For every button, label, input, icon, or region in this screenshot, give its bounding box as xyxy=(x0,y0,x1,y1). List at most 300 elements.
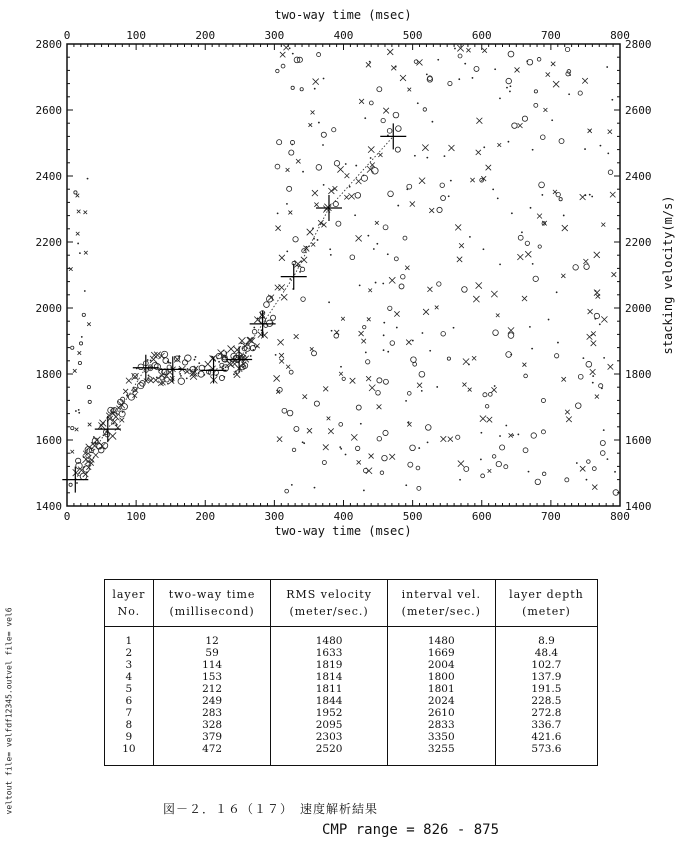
semblance-dot xyxy=(510,85,512,87)
semblance-circle xyxy=(289,370,293,374)
y-tick-label-right: 2200 xyxy=(625,236,652,249)
table-row xyxy=(105,683,598,695)
semblance-dot xyxy=(376,243,378,245)
semblance-dot xyxy=(414,155,416,157)
velocity-pick-marker xyxy=(62,467,88,493)
semblance-cross xyxy=(328,428,334,434)
semblance-circle xyxy=(419,371,425,377)
semblance-circle xyxy=(121,403,127,409)
semblance-cross xyxy=(93,437,100,444)
table-cell: 212 xyxy=(153,683,271,695)
semblance-cross xyxy=(288,211,292,215)
y-tick-label-left: 2800 xyxy=(35,38,62,51)
semblance-circle xyxy=(578,91,582,95)
semblance-circle xyxy=(395,147,400,152)
semblance-cross xyxy=(543,108,547,112)
figure-caption: 図－２．１６（１７） 速度解析結果 xyxy=(163,802,379,816)
semblance-circle xyxy=(500,445,505,450)
semblance-cross xyxy=(83,210,87,214)
y-tick-label-left: 1800 xyxy=(35,368,62,381)
semblance-cross xyxy=(366,376,371,381)
semblance-dot xyxy=(218,361,220,363)
semblance-cross xyxy=(69,267,73,271)
semblance-cross xyxy=(553,190,557,194)
semblance-dot xyxy=(322,144,324,146)
semblance-circle xyxy=(401,274,406,279)
semblance-cross xyxy=(368,288,372,292)
table-header-text: layer depth xyxy=(509,588,584,601)
semblance-dot xyxy=(383,349,385,351)
semblance-cross xyxy=(595,395,599,399)
semblance-cross xyxy=(341,317,345,321)
semblance-cross xyxy=(73,469,80,476)
x-tick-label-top: 300 xyxy=(264,29,285,42)
semblance-cross xyxy=(601,316,607,322)
semblance-circle xyxy=(342,377,345,380)
semblance-dot xyxy=(505,425,507,427)
semblance-cross xyxy=(417,383,422,388)
semblance-dot xyxy=(589,194,591,196)
semblance-cross xyxy=(394,311,399,316)
semblance-cross xyxy=(378,153,382,157)
semblance-circle xyxy=(388,306,392,310)
table-cell: 6 xyxy=(105,695,154,707)
table-cell: 12 xyxy=(153,627,271,648)
semblance-dot xyxy=(472,77,474,79)
semblance-cross xyxy=(119,418,124,423)
semblance-dot xyxy=(499,435,501,437)
semblance-dot xyxy=(450,180,452,182)
semblance-cross xyxy=(583,259,588,264)
table-cell: 59 xyxy=(153,647,271,659)
semblance-circle xyxy=(535,479,540,484)
semblance-circle xyxy=(441,332,446,337)
velocity-pick-marker xyxy=(316,195,342,221)
semblance-cross xyxy=(123,389,128,394)
semblance-circle xyxy=(531,433,536,438)
semblance-circle xyxy=(311,351,316,356)
semblance-cross xyxy=(551,62,555,66)
semblance-circle xyxy=(416,466,420,470)
semblance-cross xyxy=(311,110,315,114)
velocity-pick-marker xyxy=(380,123,406,149)
semblance-cross xyxy=(407,88,411,92)
semblance-dot xyxy=(159,375,161,377)
semblance-circle xyxy=(339,422,343,426)
semblance-dot xyxy=(302,441,304,443)
semblance-circle xyxy=(390,341,395,346)
semblance-circle xyxy=(448,81,452,85)
semblance-dot xyxy=(585,194,587,196)
table-cell: 1669 xyxy=(387,647,495,659)
semblance-cross xyxy=(70,450,74,454)
semblance-circle xyxy=(506,78,512,84)
y-tick-label-right: 1600 xyxy=(625,434,652,447)
semblance-circle xyxy=(71,426,74,429)
semblance-cross xyxy=(280,52,285,57)
semblance-cross xyxy=(387,49,393,55)
semblance-dot xyxy=(339,446,341,448)
table-cell: 1844 xyxy=(271,695,387,707)
semblance-dot xyxy=(521,231,523,233)
semblance-cross xyxy=(497,143,501,147)
semblance-cross xyxy=(356,178,362,184)
semblance-circle xyxy=(382,455,388,461)
semblance-cross xyxy=(279,353,284,358)
semblance-cross xyxy=(75,428,79,432)
semblance-cross xyxy=(463,358,469,364)
semblance-dot xyxy=(363,174,365,176)
semblance-cross xyxy=(518,123,523,128)
semblance-dot xyxy=(289,47,291,49)
semblance-circle xyxy=(485,404,489,408)
semblance-dot xyxy=(314,487,316,489)
semblance-dot xyxy=(286,250,288,252)
table-cell: 1814 xyxy=(271,671,387,683)
semblance-circle xyxy=(573,265,578,270)
x-tick-label-top: 200 xyxy=(195,29,216,42)
table-header-text: interval vel. xyxy=(401,588,481,601)
semblance-circle xyxy=(388,191,394,197)
table-cell: 1 xyxy=(105,627,154,648)
semblance-cross xyxy=(566,416,572,422)
semblance-dot xyxy=(480,432,482,434)
semblance-dot xyxy=(576,462,578,464)
semblance-cross xyxy=(482,48,487,53)
semblance-circle xyxy=(316,165,322,171)
semblance-cross xyxy=(608,364,614,370)
table-header-text: (meter/sec.) xyxy=(401,605,481,618)
semblance-cross xyxy=(410,201,415,206)
axis-ticks xyxy=(36,29,652,523)
semblance-dot xyxy=(594,318,596,320)
semblance-circle xyxy=(82,313,85,316)
semblance-dot xyxy=(240,342,242,344)
semblance-circle xyxy=(85,446,92,453)
semblance-circle xyxy=(437,282,441,286)
table-row xyxy=(105,707,598,719)
semblance-dot xyxy=(195,356,197,358)
semblance-dot xyxy=(86,472,88,474)
semblance-circle xyxy=(372,167,379,174)
velocity-pick-marker xyxy=(250,311,276,337)
semblance-dot xyxy=(421,390,423,392)
semblance-circle xyxy=(399,284,404,289)
table-cell: 1801 xyxy=(387,683,495,695)
semblance-circle xyxy=(608,170,613,175)
semblance-circle xyxy=(542,472,546,476)
semblance-dot xyxy=(444,155,446,157)
semblance-dot xyxy=(432,121,434,123)
table-cell: 1811 xyxy=(271,683,387,695)
semblance-dot xyxy=(396,327,398,329)
semblance-cross xyxy=(111,419,117,425)
semblance-cross xyxy=(594,290,600,296)
semblance-dot xyxy=(113,423,115,425)
semblance-cross xyxy=(286,168,290,172)
semblance-cross xyxy=(561,274,565,278)
semblance-circle xyxy=(336,221,341,226)
semblance-circle xyxy=(314,401,319,406)
semblance-dot xyxy=(198,362,200,364)
table-cell: 4 xyxy=(105,671,154,683)
semblance-dot xyxy=(198,372,200,374)
semblance-dot xyxy=(363,490,365,492)
semblance-dot xyxy=(512,434,514,436)
semblance-cross xyxy=(435,306,439,310)
semblance-dot xyxy=(383,334,385,336)
semblance-dot xyxy=(437,59,439,61)
semblance-cross xyxy=(109,432,116,439)
semblance-circle xyxy=(322,460,326,464)
table-cell: 3350 xyxy=(387,731,495,743)
semblance-cross xyxy=(313,79,319,85)
table-cell: 114 xyxy=(153,659,271,671)
table-cell: 2303 xyxy=(271,731,387,743)
semblance-dot xyxy=(483,146,485,148)
semblance-cross xyxy=(324,204,331,211)
semblance-circle xyxy=(161,351,167,357)
semblance-cross xyxy=(457,257,462,262)
semblance-circle xyxy=(458,54,462,58)
table-cell: 153 xyxy=(153,671,271,683)
semblance-dot xyxy=(557,342,559,344)
x-tick-label-bottom: 400 xyxy=(333,510,354,523)
semblance-circle xyxy=(594,313,599,318)
semblance-dot xyxy=(76,482,78,484)
semblance-circle xyxy=(592,467,596,471)
semblance-cross xyxy=(517,254,523,260)
semblance-cross xyxy=(472,356,476,360)
semblance-cross xyxy=(311,242,315,246)
semblance-dot xyxy=(454,48,456,50)
semblance-dot xyxy=(532,263,534,265)
semblance-circle xyxy=(270,315,275,320)
semblance-cross xyxy=(455,224,461,230)
y-tick-label-left: 2000 xyxy=(35,302,62,315)
semblance-circle xyxy=(464,466,469,471)
semblance-cross xyxy=(406,340,411,345)
y-tick-label-right: 2800 xyxy=(625,38,652,51)
semblance-circle xyxy=(79,342,82,345)
semblance-dot xyxy=(592,375,594,377)
table-header-cell xyxy=(387,580,495,627)
semblance-cross xyxy=(407,422,411,426)
table-body xyxy=(105,627,598,766)
semblance-circle xyxy=(291,86,294,89)
semblance-cross xyxy=(496,313,500,317)
semblance-circle xyxy=(567,70,571,74)
semblance-dot xyxy=(607,458,609,460)
semblance-circle xyxy=(408,462,413,467)
x-tick-label-top: 800 xyxy=(610,29,630,42)
semblance-dot xyxy=(286,203,288,205)
y-axis-title: stacking velocity(m/s) xyxy=(661,195,675,355)
semblance-circle xyxy=(496,461,501,466)
table-header-text: (meter) xyxy=(522,605,571,618)
semblance-dot xyxy=(373,248,375,250)
semblance-circle xyxy=(534,90,537,93)
x-tick-label-bottom: 300 xyxy=(264,510,285,523)
semblance-dot xyxy=(459,479,461,481)
semblance-circle xyxy=(411,357,417,363)
table-header-row xyxy=(105,580,598,627)
semblance-circle xyxy=(294,426,299,431)
semblance-dot xyxy=(531,348,533,350)
table-cell: 573.6 xyxy=(495,743,597,766)
semblance-dot xyxy=(364,117,366,119)
x-tick-label-bottom: 200 xyxy=(195,510,216,523)
semblance-circle xyxy=(512,123,517,128)
semblance-dot xyxy=(517,434,519,436)
semblance-dot xyxy=(79,252,81,254)
semblance-dot xyxy=(429,350,431,352)
semblance-dot xyxy=(592,382,594,384)
semblance-cross xyxy=(610,192,615,197)
semblance-cross xyxy=(491,387,496,392)
semblance-cross xyxy=(286,365,290,369)
semblance-dot xyxy=(511,212,513,214)
semblance-cross xyxy=(307,428,312,433)
semblance-circle xyxy=(537,57,541,61)
semblance-circle xyxy=(321,132,326,137)
semblance-cross xyxy=(279,255,285,261)
table-cell: 3255 xyxy=(387,743,495,766)
semblance-circle xyxy=(474,66,479,71)
semblance-dot xyxy=(599,323,601,325)
semblance-cross xyxy=(591,340,597,346)
semblance-dot xyxy=(78,409,80,411)
semblance-circle xyxy=(565,47,569,51)
semblance-cross xyxy=(448,437,453,442)
semblance-circle xyxy=(554,354,558,358)
semblance-cross xyxy=(310,347,314,351)
semblance-circle xyxy=(355,446,359,450)
semblance-cross xyxy=(126,378,132,384)
table-cell: 421.6 xyxy=(495,731,597,743)
semblance-cross xyxy=(327,417,331,421)
semblance-circle xyxy=(508,51,514,57)
semblance-cross xyxy=(468,388,472,392)
semblance-dot xyxy=(614,471,616,473)
semblance-circle xyxy=(407,391,411,395)
semblance-circle xyxy=(488,393,492,397)
semblance-circle xyxy=(332,128,336,132)
semblance-dot xyxy=(180,375,182,377)
semblance-cross xyxy=(84,251,88,255)
semblance-dot xyxy=(312,227,314,229)
semblance-cross xyxy=(369,385,375,391)
table-cell: 1800 xyxy=(387,671,495,683)
semblance-cross xyxy=(277,437,282,442)
y-tick-label-right: 2400 xyxy=(625,170,652,183)
semblance-cross xyxy=(314,202,318,206)
semblance-circle xyxy=(565,478,569,482)
semblance-cross xyxy=(278,284,284,290)
semblance-cross xyxy=(375,221,379,225)
semblance-circle xyxy=(74,191,77,194)
y-tick-label-right: 1400 xyxy=(625,500,652,513)
table-cell: 2520 xyxy=(271,743,387,766)
semblance-dot xyxy=(584,148,586,150)
semblance-dot xyxy=(453,327,455,329)
velocity-results-table xyxy=(104,579,598,766)
semblance-cross xyxy=(389,454,395,460)
semblance-cross xyxy=(488,469,492,473)
table-cell: 228.5 xyxy=(495,695,597,707)
semblance-circle xyxy=(437,207,442,212)
semblance-cross xyxy=(565,410,570,415)
semblance-cross xyxy=(422,145,428,151)
semblance-dot xyxy=(397,205,399,207)
semblance-dot xyxy=(150,360,152,362)
semblance-dot xyxy=(427,441,429,443)
x-tick-label-bottom: 700 xyxy=(540,510,561,523)
semblance-cross xyxy=(423,309,429,315)
table-cell: 472 xyxy=(153,743,271,766)
semblance-dot xyxy=(589,130,591,132)
semblance-circle xyxy=(377,378,382,383)
semblance-cross xyxy=(359,331,364,336)
semblance-cross xyxy=(369,454,374,459)
semblance-dot xyxy=(291,484,293,486)
table-row xyxy=(105,647,598,659)
semblance-cross xyxy=(470,178,474,182)
semblance-dot xyxy=(551,119,553,121)
semblance-cross xyxy=(366,62,371,67)
semblance-cross xyxy=(77,210,81,214)
semblance-dot xyxy=(167,383,169,385)
semblance-circle xyxy=(440,183,444,187)
semblance-cross xyxy=(561,377,565,381)
table-cell: 10 xyxy=(105,743,154,766)
semblance-circle xyxy=(527,59,533,65)
semblance-cross xyxy=(93,452,98,457)
semblance-circle xyxy=(600,451,605,456)
table-cell: 283 xyxy=(153,707,271,719)
semblance-dot xyxy=(469,236,471,238)
semblance-dot xyxy=(530,207,532,209)
semblance-dot xyxy=(448,195,450,197)
table-cell: 379 xyxy=(153,731,271,743)
semblance-circle xyxy=(456,435,460,439)
semblance-circle xyxy=(380,471,384,475)
semblance-circle xyxy=(369,101,373,105)
table-row xyxy=(105,627,598,648)
semblance-cross xyxy=(611,272,616,277)
semblance-dot xyxy=(532,149,534,151)
table-row xyxy=(105,731,598,743)
semblance-dot xyxy=(436,386,438,388)
semblance-circle xyxy=(87,385,90,388)
semblance-dot xyxy=(355,165,357,167)
semblance-circle xyxy=(281,64,285,68)
semblance-dot xyxy=(253,327,255,329)
semblance-dot xyxy=(225,352,227,354)
semblance-cross xyxy=(440,436,446,442)
semblance-cross xyxy=(301,257,307,263)
semblance-cross xyxy=(491,291,497,297)
semblance-circle xyxy=(541,398,545,402)
semblance-cross xyxy=(391,65,396,70)
semblance-circle xyxy=(493,330,499,336)
semblance-circle xyxy=(292,448,296,452)
semblance-cross xyxy=(509,433,513,437)
table-cell: 1633 xyxy=(271,647,387,659)
table-header-text: layer xyxy=(112,588,146,601)
x-tick-label-bottom: 600 xyxy=(471,510,492,523)
semblance-dot xyxy=(289,278,291,280)
